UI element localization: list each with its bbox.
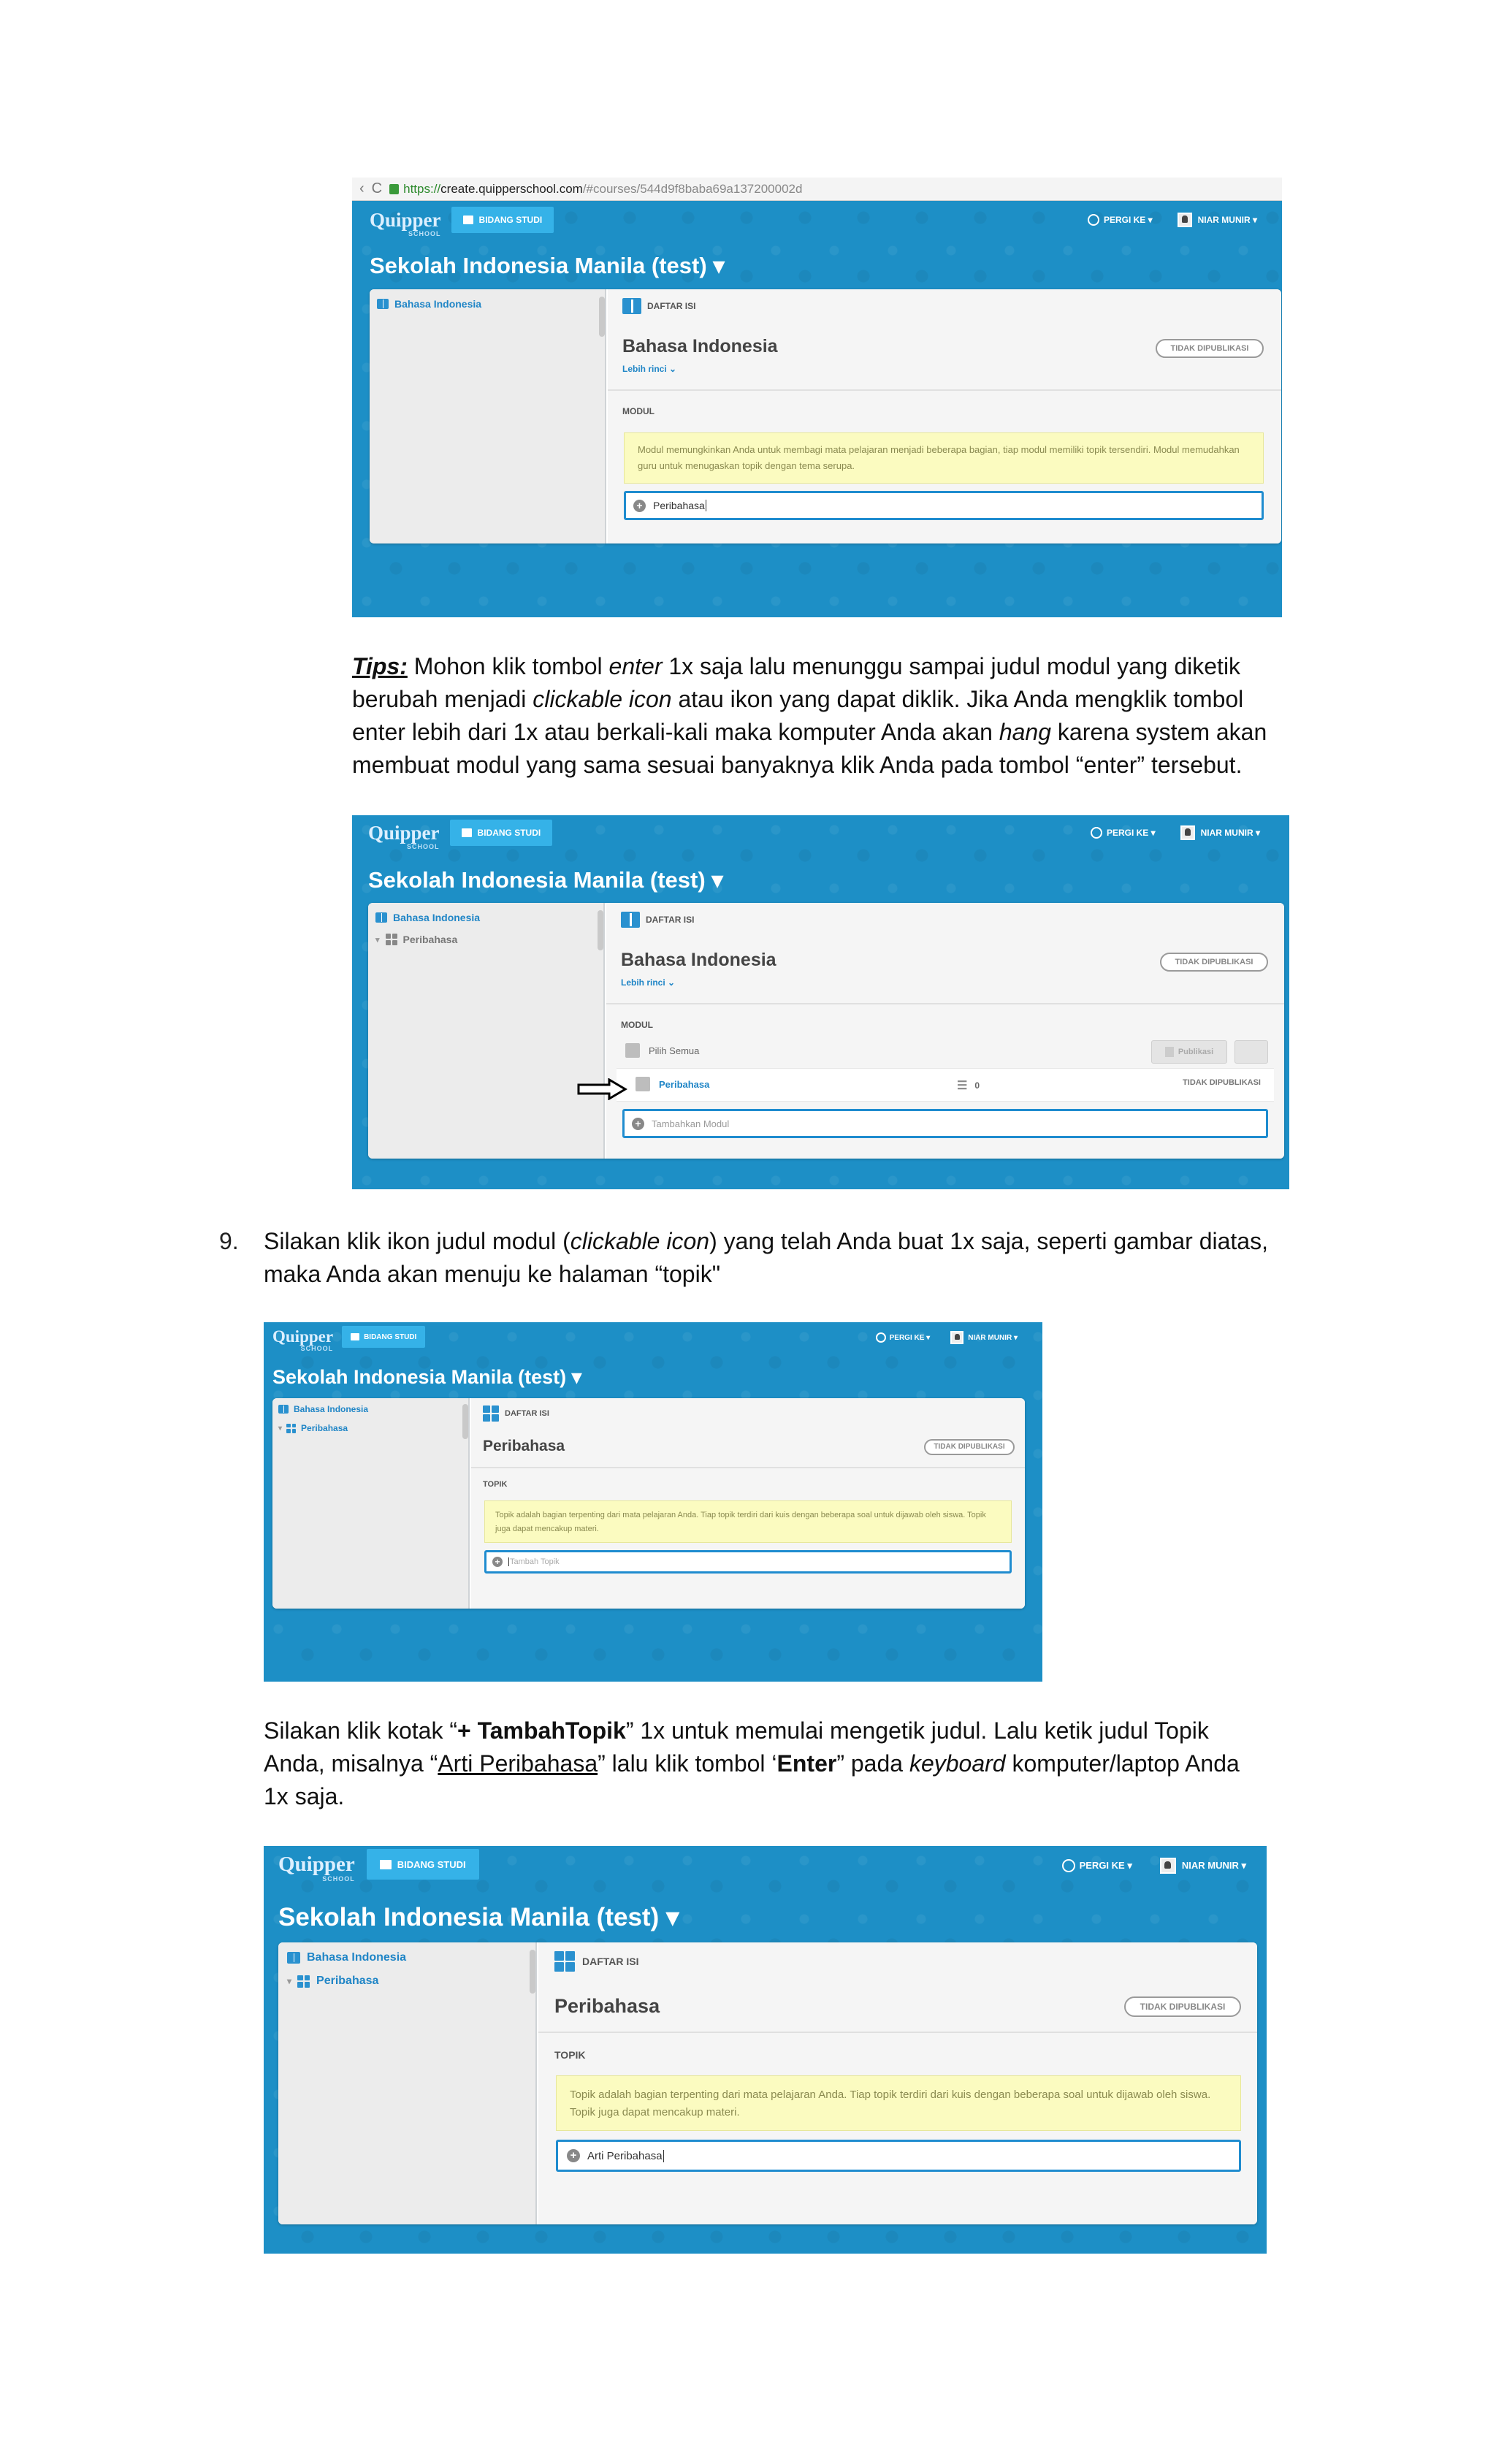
- tambahkan-modul-input[interactable]: + Tambahkan Modul: [622, 1109, 1268, 1138]
- screenshot-module-list: [352, 815, 1289, 1189]
- module-row-title[interactable]: [636, 1077, 709, 1091]
- select-all-row[interactable]: Pilih Semua: [625, 1043, 699, 1058]
- course-panel: [368, 903, 1284, 1159]
- module-checkbox[interactable]: [636, 1077, 650, 1091]
- screenshot-topic-typed: [264, 1846, 1267, 2254]
- course-title: Bahasa Indonesia: [621, 950, 776, 970]
- course-panel: [278, 1942, 1257, 2224]
- book-icon: [278, 1405, 289, 1414]
- app-header: [264, 1846, 1267, 1883]
- plus-circle-icon: +: [632, 1118, 644, 1130]
- book-icon: [287, 1952, 300, 1964]
- content-area: [538, 1942, 1257, 2224]
- pergi-ke-menu[interactable]: PERGI KE ▾: [1103, 215, 1153, 225]
- module-grid-icon: [483, 1405, 499, 1422]
- modul-info-note: Modul memungkinkan Anda untuk membagi mata pelajaran menjadi beberapa bagian, tiap modul memiliki topik tersendiri. Modul memudahkan guru untuk menugaskan topik dengan tema serupa.: [624, 432, 1264, 484]
- quipper-logo[interactable]: Quipper SCHOOL: [272, 1327, 334, 1352]
- book-icon: [377, 299, 389, 309]
- sidebar-item-course[interactable]: Bahasa Indonesia: [278, 1404, 368, 1414]
- app-header: [352, 202, 1282, 237]
- quipper-logo[interactable]: Quipper SCHOOL: [278, 1852, 355, 1883]
- pointer-arrow-icon: [577, 1078, 628, 1100]
- sidebar-item-module[interactable]: ▾ Peribahasa: [278, 1423, 348, 1433]
- modul-section-label: MODUL: [621, 1020, 653, 1030]
- bidang-studi-button[interactable]: BIDANG STUDI: [342, 1326, 425, 1348]
- compass-icon: [1088, 214, 1099, 226]
- school-title[interactable]: Sekolah Indonesia Manila (test) ▾: [370, 253, 725, 278]
- content-area: [471, 1398, 1025, 1609]
- user-menu[interactable]: NIAR MUNIR ▾: [968, 1333, 1018, 1342]
- table-row[interactable]: [617, 1068, 1274, 1102]
- book-icon: [380, 1860, 392, 1869]
- sidebar: [368, 903, 605, 1159]
- sidebar: [278, 1942, 537, 2224]
- back-icon[interactable]: ‹: [359, 180, 365, 197]
- course-panel: [370, 289, 1281, 543]
- screenshot-topic-page: [264, 1322, 1042, 1682]
- book-icon: [463, 215, 473, 224]
- plus-circle-icon: +: [567, 2149, 580, 2162]
- screenshot-create-module: [352, 178, 1282, 617]
- user-menu[interactable]: NIAR MUNIR ▾: [1181, 1860, 1246, 1871]
- book-icon: [462, 828, 472, 837]
- module-title: Peribahasa: [483, 1438, 565, 1454]
- avatar[interactable]: [1160, 1858, 1176, 1874]
- bidang-studi-button[interactable]: BIDANG STUDI: [367, 1849, 479, 1880]
- reload-icon[interactable]: C: [371, 180, 383, 197]
- book-icon: [375, 912, 387, 923]
- tambah-topik-input[interactable]: + Tambah Topik: [484, 1550, 1012, 1574]
- scrollbar[interactable]: [599, 297, 605, 337]
- divider: [608, 389, 1281, 391]
- status-badge: TIDAK DIPUBLIKASI: [1124, 1996, 1241, 2017]
- content-area: [608, 289, 1281, 543]
- step-number: 9.: [219, 1228, 239, 1254]
- delete-button[interactable]: [1234, 1040, 1268, 1064]
- modul-input[interactable]: + Peribahasa: [624, 491, 1264, 520]
- sidebar-item-module[interactable]: ▾ Peribahasa: [375, 934, 458, 945]
- plus-circle-icon: +: [633, 500, 646, 512]
- sidebar-item-course[interactable]: Bahasa Indonesia: [287, 1951, 406, 1964]
- avatar[interactable]: [950, 1331, 963, 1344]
- url-scheme: https://: [403, 181, 441, 196]
- module-grid-icon: [386, 934, 397, 945]
- publikasi-button[interactable]: Publikasi: [1151, 1040, 1227, 1064]
- pergi-ke-menu[interactable]: PERGI KE ▾: [1079, 1860, 1132, 1871]
- course-panel: [272, 1398, 1025, 1609]
- plus-circle-icon: +: [492, 1557, 503, 1567]
- bidang-studi-button[interactable]: BIDANG STUDI: [451, 207, 554, 233]
- compass-icon: [1091, 827, 1102, 839]
- avatar[interactable]: [1180, 825, 1195, 840]
- sidebar-item-course[interactable]: Bahasa Indonesia: [377, 298, 481, 310]
- sidebar: [272, 1398, 470, 1609]
- daftar-isi-header: DAFTAR ISI: [554, 1951, 639, 1972]
- topic-input[interactable]: + Arti Peribahasa: [556, 2140, 1241, 2172]
- list-icon: ☰: [957, 1080, 968, 1092]
- avatar[interactable]: [1178, 213, 1192, 227]
- user-menu[interactable]: NIAR MUNIR ▾: [1197, 215, 1257, 225]
- daftar-isi-header: DAFTAR ISI: [483, 1405, 549, 1422]
- lebih-rinci-link[interactable]: Lebih rinci ⌄: [621, 977, 676, 988]
- school-title[interactable]: Sekolah Indonesia Manila (test) ▾: [272, 1366, 582, 1388]
- compass-icon: [876, 1332, 886, 1343]
- quipper-logo[interactable]: Quipper SCHOOL: [368, 821, 440, 850]
- lebih-rinci-link[interactable]: Lebih rinci ⌄: [622, 364, 677, 374]
- collapse-triangle-icon[interactable]: ▾: [278, 1424, 283, 1433]
- status-badge: TIDAK DIPUBLIKASI: [924, 1439, 1015, 1455]
- divider: [538, 2032, 1257, 2033]
- instruction-paragraph: Silakan klik kotak “+ TambahTopik” 1x untuk memulai mengetik judul. Lalu ketik judul Topik Anda, misalnya “Arti Peribahasa” lalu klik tombol ‘Enter” pada keyboard komputer/laptop Anda 1x saja.: [264, 1717, 1240, 1809]
- sidebar-item-course[interactable]: Bahasa Indonesia: [375, 912, 480, 923]
- browser-address-bar[interactable]: [352, 178, 1282, 201]
- collapse-triangle-icon[interactable]: ▾: [287, 1976, 292, 1986]
- divider: [606, 1003, 1284, 1004]
- status-badge: TIDAK DIPUBLIKASI: [1156, 339, 1264, 358]
- topik-section-label: TOPIK: [554, 2049, 586, 2061]
- divider: [471, 1467, 1025, 1468]
- url-host: create.quipperschool.com: [440, 181, 583, 196]
- book-icon: [351, 1333, 359, 1340]
- bidang-studi-button[interactable]: BIDANG STUDI: [450, 820, 553, 846]
- step9-paragraph: Silakan klik ikon judul modul (clickable icon) yang telah Anda buat 1x saja, seperti gambar diatas, maka Anda akan menuju ke halaman “topik": [264, 1228, 1268, 1287]
- user-menu[interactable]: NIAR MUNIR ▾: [1200, 828, 1260, 838]
- topik-section-label: TOPIK: [483, 1480, 508, 1489]
- book-icon: [622, 298, 641, 314]
- module-grid-icon: [554, 1951, 575, 1972]
- modul-section-label: MODUL: [622, 406, 654, 416]
- url-path: /#courses/544d9f8baba69a137200002d: [582, 181, 803, 196]
- quipper-logo[interactable]: Quipper SCHOOL: [370, 208, 441, 237]
- scrollbar[interactable]: [462, 1404, 468, 1439]
- status-badge: TIDAK DIPUBLIKASI: [1160, 953, 1268, 972]
- tips-paragraph: Tips: Mohon klik tombol enter 1x saja lalu menunggu sampai judul modul yang diketik berubah menjadi clickable icon atau ikon yang dapat diklik. Jika Anda mengklik tombol enter lebih dari 1x atau berkali-kali maka komputer Anda akan hang karena system akan membuat modul yang sama sesuai banyaknya klik Anda pada tombol “enter” tersebut.: [352, 653, 1267, 778]
- app-header: [352, 815, 1289, 850]
- school-title[interactable]: Sekolah Indonesia Manila (test) ▾: [368, 867, 723, 893]
- module-status: TIDAK DIPUBLIKASI: [1183, 1078, 1261, 1087]
- module-title: Peribahasa: [554, 1995, 660, 2017]
- topik-info-note: Topik adalah bagian terpenting dari mata pelajaran Anda. Tiap topik terdiri dari kuis dengan beberapa soal untuk dijawab oleh siswa. Topik juga dapat mencakup materi.: [484, 1500, 1012, 1543]
- book-icon: [621, 912, 640, 928]
- daftar-isi-header: DAFTAR ISI: [621, 912, 694, 928]
- sidebar-item-module[interactable]: ▾ Peribahasa: [287, 1975, 379, 1987]
- select-all-checkbox[interactable]: [625, 1043, 640, 1058]
- module-grid-icon: [297, 1975, 310, 1988]
- pergi-ke-menu[interactable]: PERGI KE ▾: [1106, 828, 1156, 838]
- collapse-triangle-icon[interactable]: ▾: [375, 935, 380, 945]
- course-title: Bahasa Indonesia: [622, 336, 778, 356]
- content-area: [606, 903, 1284, 1159]
- document-icon: [1165, 1047, 1174, 1057]
- lock-icon: [389, 184, 399, 194]
- pergi-ke-menu[interactable]: PERGI KE ▾: [889, 1333, 931, 1342]
- topik-info-note: Topik adalah bagian terpenting dari mata pelajaran Anda. Tiap topik terdiri dari kuis dengan beberapa soal untuk dijawab oleh siswa. Topik juga dapat mencakup materi.: [556, 2075, 1241, 2131]
- scrollbar[interactable]: [598, 910, 603, 950]
- module-grid-icon: [286, 1424, 296, 1433]
- daftar-isi-header: DAFTAR ISI: [622, 298, 695, 314]
- school-title[interactable]: Sekolah Indonesia Manila (test) ▾: [278, 1903, 679, 1931]
- compass-icon: [1062, 1859, 1075, 1872]
- sidebar: [370, 289, 606, 543]
- app-header: [264, 1322, 1042, 1351]
- topic-count: ☰ 0: [957, 1080, 980, 1092]
- scrollbar[interactable]: [530, 1950, 535, 1994]
- module-link[interactable]: Peribahasa: [659, 1078, 710, 1090]
